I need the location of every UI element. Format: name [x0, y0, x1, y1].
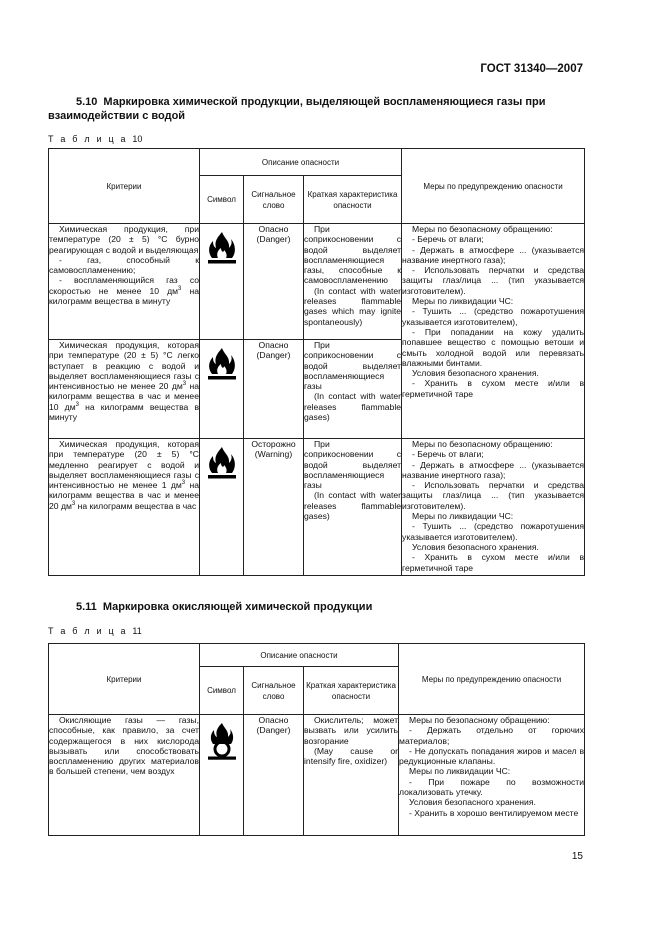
header-signal-word: Сигнальное слово [244, 667, 304, 715]
table-caption-10: Т а б л и ц а 10 [48, 134, 143, 144]
signal-word-cell: Опасно (Danger) [244, 715, 304, 836]
table-11 [48, 643, 585, 836]
flame-pictogram-icon [205, 347, 239, 383]
signal-word-cell: Осторожно (Warning) [244, 439, 304, 576]
table-row [49, 224, 585, 340]
criteria-cell: Химическая продукция, которая при температуре (20 ± 5) °С легко вступает в реакцию с водой и выделяет воспламеняющиеся газы с интенсивностью не менее 20 $дм^3$ на килограмм вещества в час и менее 10 $дм^3$ на килограмм вещества в минуту [49, 340, 200, 439]
section-heading-5-11 [48, 600, 588, 614]
hazard-summary-cell: При соприкосновении с водой выделяет воспламеняющиеся газы (In contact with water releases flammable gases) [304, 439, 402, 576]
header-precautions: Меры по предупреждению опасности [402, 149, 585, 224]
signal-word-cell: Опасно (Danger) [244, 340, 304, 439]
table-row [49, 715, 585, 836]
criteria-cell: Окисляющие газы — газы, способные, как правило, за счет содержащегося в них кислорода вызывать или способствовать воспламенению других материалов в большей степени, чем воздух [49, 715, 200, 836]
header-hazard-summary: Краткая характеристика опасности [304, 667, 399, 715]
header-criteria: Критерии [49, 644, 200, 715]
hazard-summary-cell: Окислитель; может вызвать или усилить возгорание (May cause or intensify fire, oxidizer) [304, 715, 399, 836]
section-number: 5.10 [76, 96, 98, 108]
criteria-cell: Химическая продукция, при температуре (20 ± 5) °С бурно реагирующая с водой и выделяющая - газ, способный к самовоспламенению; - воспламеняющийся газ со скоростью не менее 10 $дм^3$ на килограмм вещества в минуту [49, 224, 200, 340]
flame-pictogram-icon [205, 231, 239, 267]
page-number: 15 [571, 851, 583, 862]
section-title: Маркировка химической продукции, выделяющей воспламеняющиеся газы при взаимодействии с водой [48, 96, 546, 122]
flame-pictogram-icon [205, 446, 239, 482]
header-criteria: Критерии [49, 149, 200, 224]
header-symbol: Символ [200, 667, 244, 715]
document-code: ГОСТ 31340—2007 [480, 63, 583, 75]
symbol-cell [200, 715, 244, 836]
header-precautions: Меры по предупреждению опасности [399, 644, 585, 715]
table-caption-11: Т а б л и ц а 11 [48, 626, 142, 636]
hazard-summary-cell: При соприкосновении с водой выделяет воспламеняющиеся газы, способные к самовоспламенению (In contact with water releases flammable gases which may ignite spontaneously) [304, 224, 402, 340]
table-10 [48, 148, 585, 576]
header-hazard-summary: Краткая характеристика опасности [304, 176, 402, 224]
hazard-summary-cell: При соприкосновении с водой выделяет воспламеняющиеся газы (In contact with water releases flammable gases) [304, 340, 402, 439]
flame-over-circle-pictogram-icon [205, 722, 239, 760]
header-hazard-description: Описание опасности [200, 149, 402, 176]
precautions-cell: Меры по безопасному обращению: - Беречь от влаги; - Держать в атмосфере ... (указывается название инертного газа); - Использовать перчатки и средства защиты глаз/лица ... (тип указывается изготовителем). Меры по ликвидации ЧС: - Тушить ... (средство пожаротушения указывается изготовителем). Условия безопасного хранения. - Хранить в сухом месте и/или в герметичной таре [402, 439, 585, 576]
symbol-cell [200, 340, 244, 439]
section-title: Маркировка окисляющей химической продукции [102, 601, 373, 613]
table-row [49, 439, 585, 576]
criteria-cell: Химическая продукция, которая при температуре (20 ± 5) °С медленно реагирует с водой и выделяет воспламеняющиеся газы с интенсивностью не менее 1 $дм^3$ на килограмм вещества в час и менее 20 $дм^3$ на килограмм вещества в час [49, 439, 200, 576]
header-signal-word: Сигнальное слово [244, 176, 304, 224]
symbol-cell [200, 224, 244, 340]
signal-word-cell: Опасно (Danger) [244, 224, 304, 340]
precautions-cell: Меры по безопасному обращению: - Беречь от влаги; - Держать в атмосфере ... (указывается название инертного газа); - Использовать перчатки и средства защиты глаз/лица ... (тип указывается изготовителем). Меры по ликвидации ЧС: - Тушить ... (средство пожаротушения указывается изготовителем), - При попадании на кожу удалить попавшее вещество с помощью ветоши и смыть холодной водой или перевязать влажными бинтами. Условия безопасного хранения. - Хранить в сухом месте и/или в герметичной таре [402, 224, 585, 439]
header-hazard-description: Описание опасности [200, 644, 399, 667]
section-heading-5-10 [48, 95, 588, 123]
precautions-cell: Меры по безопасному обращению: - Держать отдельно от горючих материалов; - Не допускать попадания жиров и масел в редукционные клапаны. Меры по ликвидации ЧС: - При пожаре по возможности локализовать утечку. Условия безопасного хранения. - Хранить в хорошо вентилируемом месте [399, 715, 585, 836]
header-symbol: Символ [200, 176, 244, 224]
symbol-cell [200, 439, 244, 576]
section-number: 5.11 [76, 601, 97, 613]
